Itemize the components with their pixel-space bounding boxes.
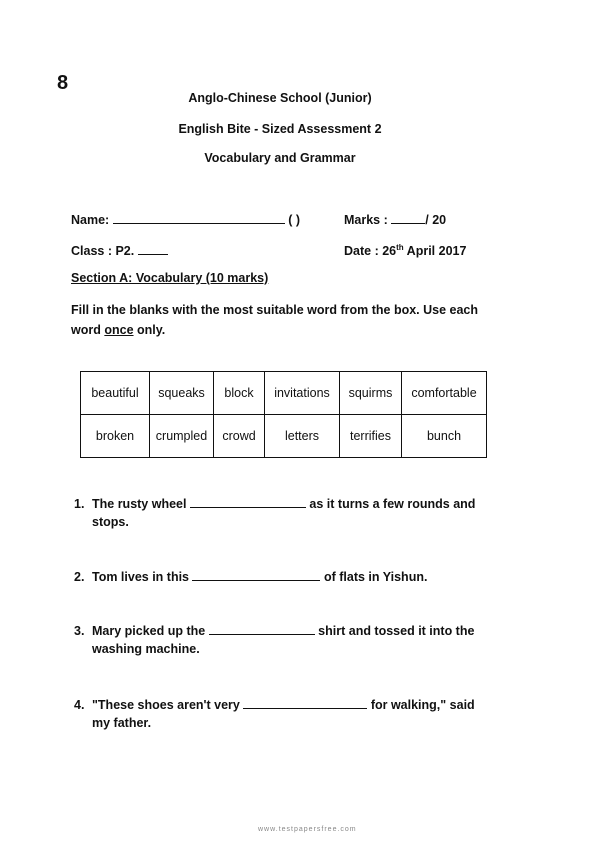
answer-blank[interactable] <box>192 569 320 581</box>
word-cell: crumpled <box>150 415 214 458</box>
word-box-row <box>81 372 487 415</box>
assessment-title: English Bite - Sized Assessment 2 <box>178 122 382 136</box>
question-text-after: for walking," said <box>367 698 475 712</box>
question-1 <box>74 495 504 531</box>
footer-watermark: www.testpapersfree.com <box>258 826 357 833</box>
question-4 <box>74 696 504 732</box>
question-continuation: my father. <box>92 716 152 730</box>
question-number: 4. <box>74 698 85 712</box>
word-cell: letters <box>265 415 340 458</box>
word-cell: invitations <box>265 372 340 415</box>
question-number: 2. <box>74 570 85 584</box>
marks-field <box>344 212 446 227</box>
answer-blank[interactable] <box>243 697 367 709</box>
question-text-before: "These shoes aren't very <box>92 698 244 712</box>
question-text-after: as it turns a few rounds and <box>305 497 476 511</box>
class-label: Class : P2. <box>71 244 135 258</box>
question-number: 3. <box>74 624 85 638</box>
name-field <box>71 212 300 227</box>
word-box-row <box>81 415 487 458</box>
question-continuation: stops. <box>92 515 129 529</box>
section-heading: Section A: Vocabulary (10 marks) <box>71 271 269 285</box>
word-cell: squirms <box>340 372 402 415</box>
school-name: Anglo-Chinese School (Junior) <box>188 91 372 105</box>
question-text-before: Tom lives in this <box>92 570 193 584</box>
question-text-after: of flats in Yishun. <box>320 570 428 584</box>
word-cell: crowd <box>214 415 265 458</box>
name-blank[interactable] <box>113 212 285 224</box>
date-rest: April 2017 <box>403 244 467 259</box>
word-cell: bunch <box>402 415 487 458</box>
marks-total: / 20 <box>425 213 447 227</box>
word-cell: block <box>214 372 265 415</box>
instruction-end: only. <box>133 323 166 337</box>
question-3 <box>74 622 504 658</box>
class-field <box>71 243 168 258</box>
marks-blank[interactable] <box>391 212 425 224</box>
answer-blank[interactable] <box>190 496 306 508</box>
word-cell: comfortable <box>402 372 487 415</box>
word-cell: beautiful <box>81 372 150 415</box>
instruction-text: Fill in the blanks with the most suitable word from the box. Use each word <box>71 303 479 337</box>
marks-label: Marks : <box>344 213 388 227</box>
subject-title: Vocabulary and Grammar <box>204 151 356 165</box>
question-2 <box>74 568 504 586</box>
question-text-before: The rusty wheel <box>92 497 190 511</box>
name-label: Name: <box>71 213 110 227</box>
instruction-emphasis: once <box>104 323 134 337</box>
date-label: Date : 26 <box>344 244 397 259</box>
word-cell: broken <box>81 415 150 458</box>
word-cell: squeaks <box>150 372 214 415</box>
question-text-before: Mary picked up the <box>92 624 209 638</box>
date-suffix: th <box>396 243 404 252</box>
page-number: 8 <box>57 72 69 94</box>
class-blank[interactable] <box>138 243 168 255</box>
question-number: 1. <box>74 497 85 511</box>
register-number-paren: ( ) <box>288 213 300 227</box>
answer-blank[interactable] <box>209 623 315 635</box>
date-field <box>344 243 466 258</box>
word-cell: terrifies <box>340 415 402 458</box>
word-box <box>80 371 487 458</box>
question-continuation: washing machine. <box>92 642 200 656</box>
question-text-after: shirt and tossed it into the <box>314 624 475 638</box>
instructions <box>71 300 501 340</box>
